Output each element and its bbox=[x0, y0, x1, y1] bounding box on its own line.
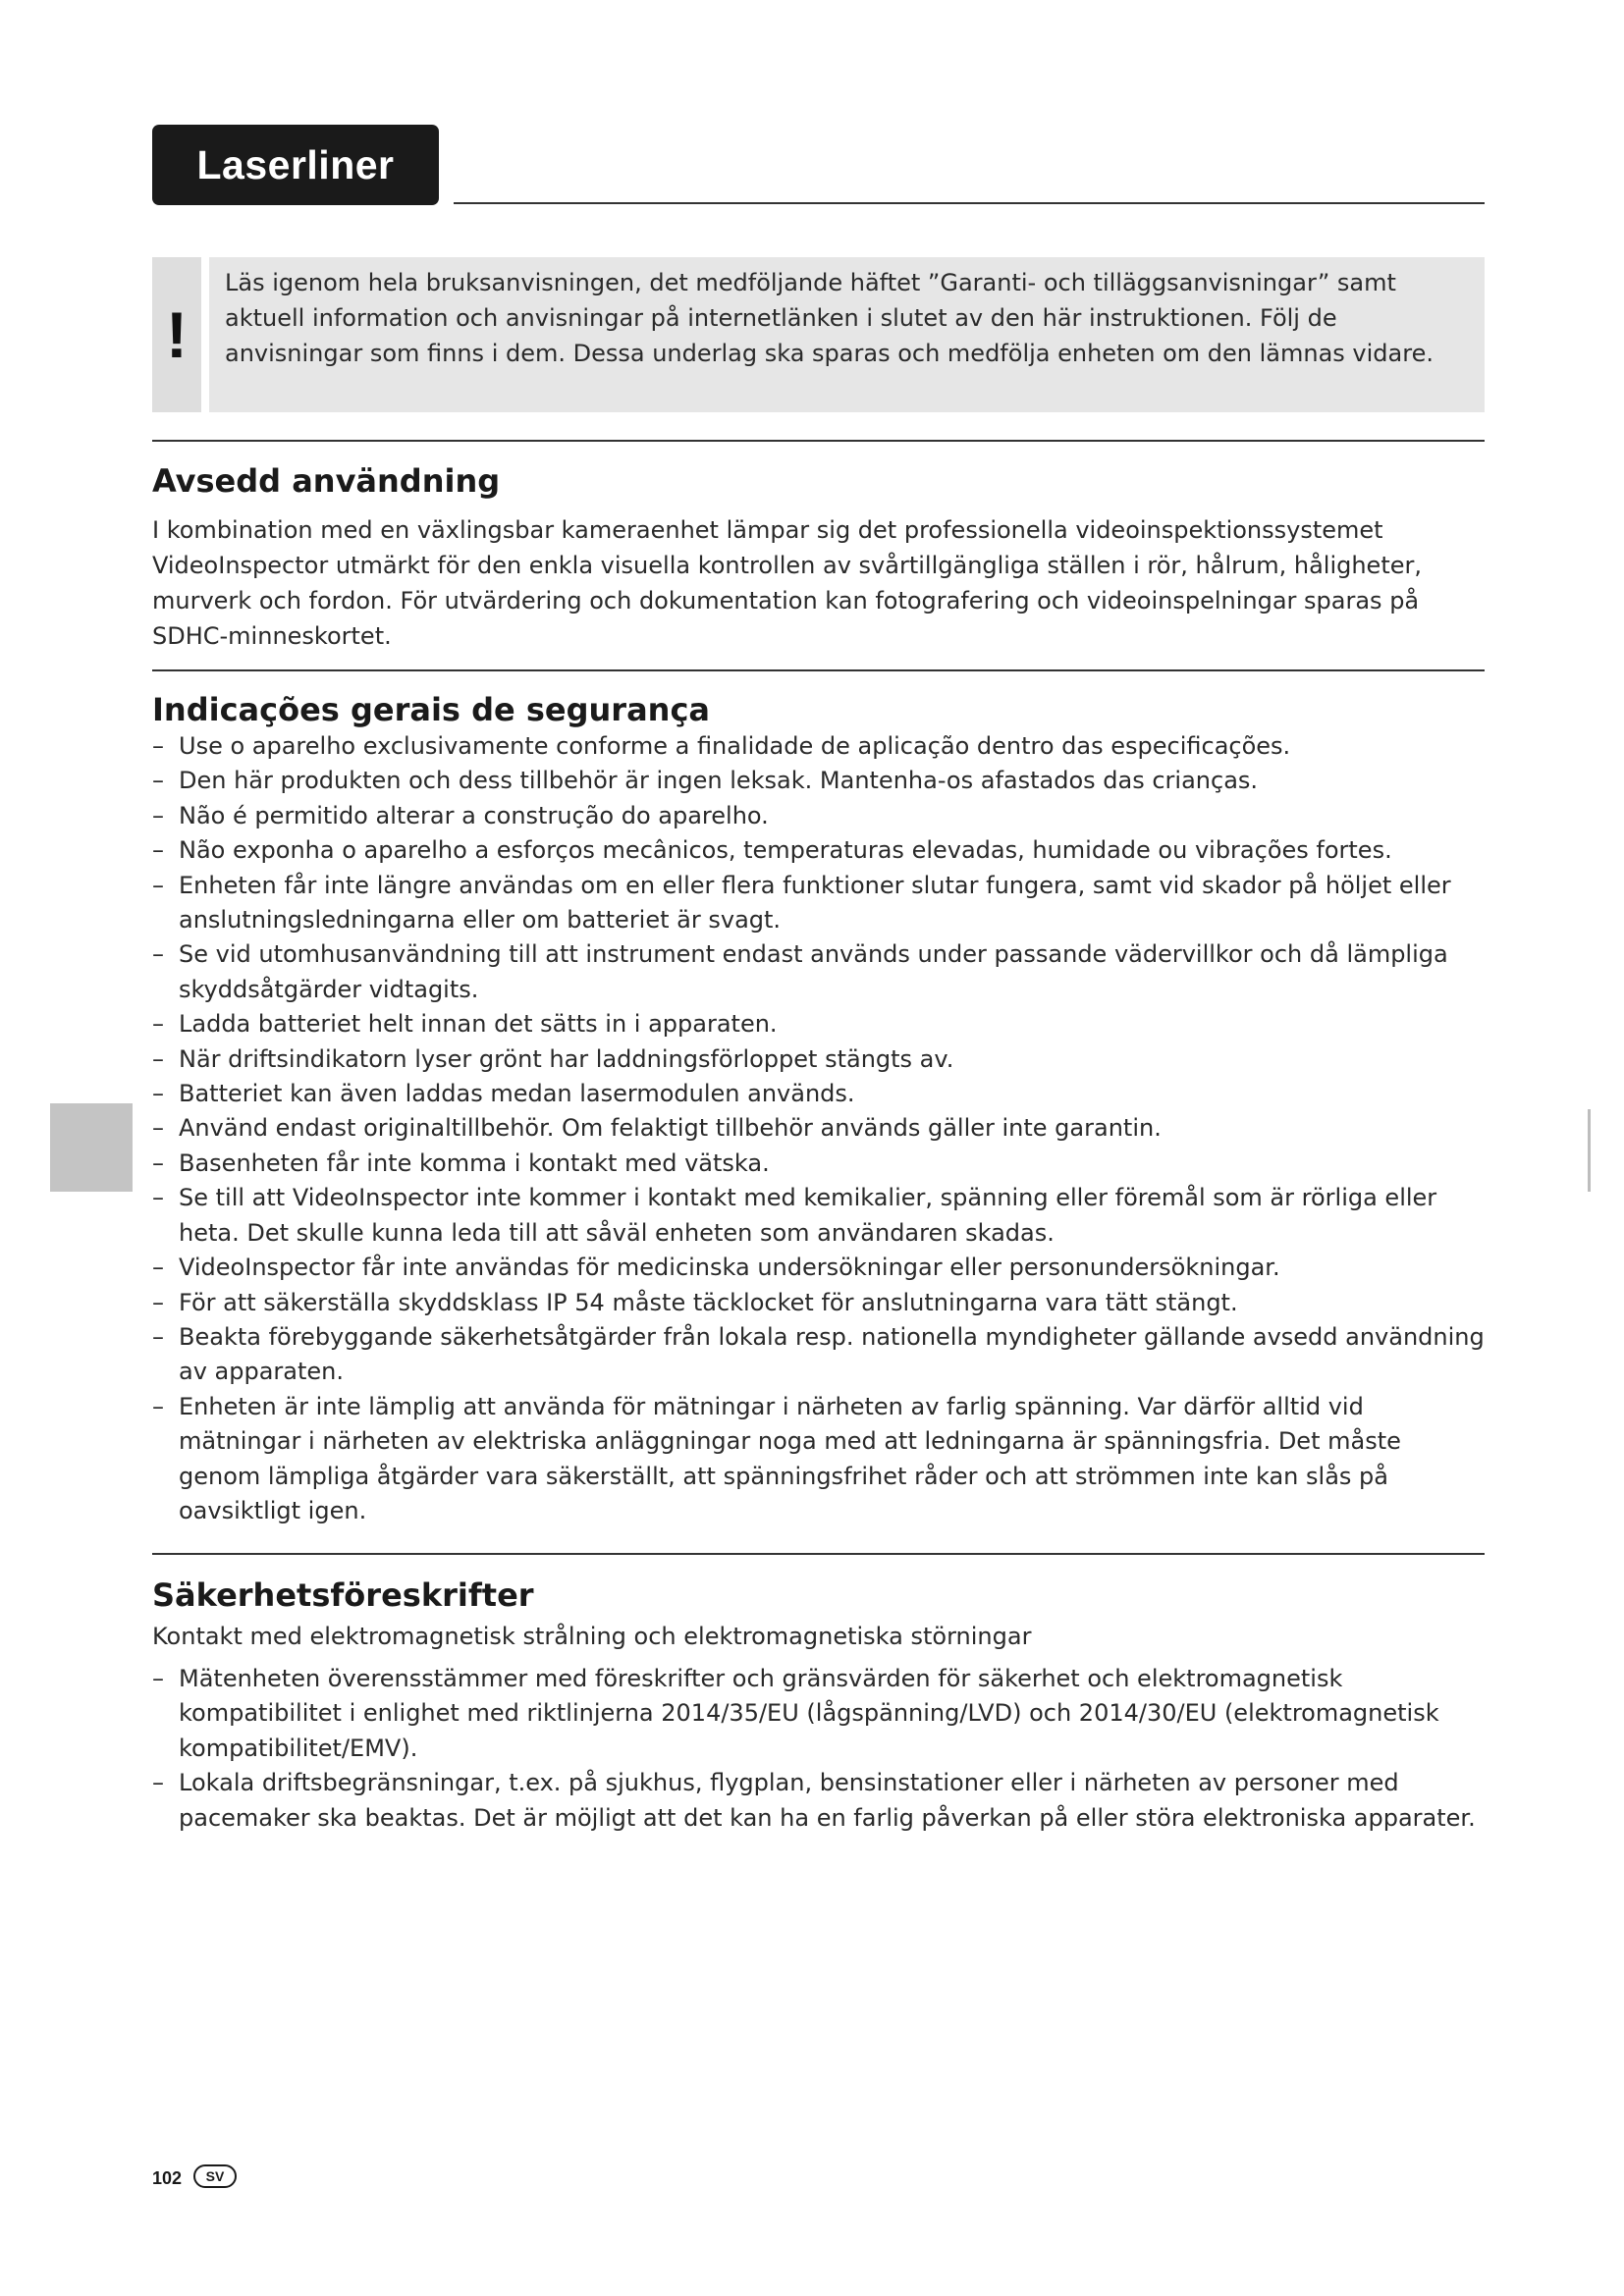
list-dash: – bbox=[152, 1322, 164, 1351]
list-item-text: Den här produkten och dess tillbehör är ingen leksak. Mantenha-os afastados das crianças. bbox=[179, 767, 1259, 795]
list-item bbox=[152, 1147, 1485, 1181]
list-dash: – bbox=[152, 1769, 164, 1797]
list-item-text: Beakta förebyggande säkerhetsåtgärder från lokala resp. nationella myndigheter gällande avsedd användning av apparaten. bbox=[179, 1322, 1485, 1386]
notice-box: Läs igenom hela bruksanvisningen, det medföljande häftet ”Garanti- och tilläggsanvisningar” samt aktuell information och anvisningar på internetlänken i slutet av den här instruktionen. Följ de anvisningar som finns i dem. Dessa underlag ska sparas och medfölja enheten om den lämnas vidare. bbox=[209, 257, 1485, 412]
list-item-text: Use o aparelho exclusivamente conforme a finalidade de aplicação dentro das especificações. bbox=[179, 732, 1291, 760]
list-dash: – bbox=[152, 1392, 164, 1420]
list-item-text: Enheten får inte längre användas om en eller flera funktioner slutar fungera, samt vid skador på höljet eller anslutningsledningarna eller om batteriet är svagt. bbox=[179, 871, 1451, 934]
safety-heading: Indicações gerais de segurança bbox=[152, 691, 711, 728]
list-item bbox=[152, 1111, 1485, 1146]
list-item bbox=[152, 764, 1485, 798]
list-item bbox=[152, 1007, 1485, 1041]
list-item-text: Não exponha o aparelho a esforços mecânicos, temperaturas elevadas, humidade ou vibrações fortes. bbox=[179, 836, 1392, 865]
list-item-text: VideoInspector får inte användas för medicinska undersökningar eller personundersökningar. bbox=[179, 1254, 1280, 1282]
list-dash: – bbox=[152, 836, 164, 865]
list-item bbox=[152, 937, 1485, 1007]
list-dash: – bbox=[152, 801, 164, 829]
section-divider bbox=[152, 440, 1485, 442]
list-item bbox=[152, 1251, 1485, 1285]
list-item bbox=[152, 1662, 1485, 1766]
list-item-text: Mätenheten överensstämmer med föreskrifter och gränsvärden för säkerhet och elektromagnetisk kompatibilitet i enlighet med riktlinjerna 2014/35/EU (lågspänning/LVD) och 2014/30/EU (elektromagnetisk kompatibilitet/EMV). bbox=[179, 1665, 1439, 1762]
intended-use-text: I kombination med en växlingsbar kameraenhet lämpar sig det professionella videoinspektionssystemet VideoInspector utmärkt för den enkla visuella kontrollen av svårtillgängliga ställen i rör, hålrum, håligheter, murverk och fordon. För utvärdering och dokumentation kan fotografering och videoinspelningar sparas på SDHC-minneskortet. bbox=[152, 516, 1422, 650]
list-dash: – bbox=[152, 1288, 164, 1316]
list-item-text: Enheten är inte lämplig att använda för mätningar i närheten av farlig spänning. Var därför alltid vid mätningar i närheten av elektriska anläggningar noga med att ledningarna är spänningsfria. Det måste genom lämpliga åtgärder vara säkerställt, att spänningsfrihet råder och att strömmen inte kan slås på oavsiktligt igen. bbox=[179, 1392, 1401, 1524]
page-number: 102 bbox=[152, 2168, 183, 2188]
list-item-text: När driftsindikatorn lyser grönt har laddningsförloppet stängts av. bbox=[179, 1044, 954, 1073]
laserliner-logo: Laserliner bbox=[152, 125, 439, 205]
list-item bbox=[152, 869, 1485, 938]
language-badge: SV bbox=[193, 2164, 237, 2188]
list-dash: – bbox=[152, 1665, 164, 1692]
regulations-list bbox=[152, 1662, 1485, 1836]
list-dash: – bbox=[152, 1254, 164, 1282]
section-divider bbox=[152, 669, 1485, 671]
side-margin-line bbox=[1588, 1109, 1591, 1192]
list-dash: – bbox=[152, 871, 164, 899]
list-dash: – bbox=[152, 1148, 164, 1177]
header-divider bbox=[454, 202, 1485, 204]
intended-use-heading: Avsedd användning bbox=[152, 462, 501, 500]
list-dash: – bbox=[152, 767, 164, 795]
list-item bbox=[152, 1766, 1485, 1836]
list-item-text: För att säkerställa skyddsklass IP 54 måste täcklocket för anslutningarna vara tätt stängt. bbox=[179, 1288, 1238, 1316]
list-item-text: Ladda batteriet helt innan det sätts in i apparaten. bbox=[179, 1010, 778, 1039]
list-item bbox=[152, 1320, 1485, 1390]
side-tab-marker bbox=[50, 1103, 133, 1192]
regulations-heading: Säkerhetsföreskrifter bbox=[152, 1576, 534, 1614]
list-item bbox=[152, 729, 1485, 764]
list-item bbox=[152, 1077, 1485, 1111]
list-item-text: Använd endast originaltillbehör. Om felaktigt tillbehör används gäller inte garantin. bbox=[179, 1114, 1162, 1143]
list-item-text: Não é permitido alterar a construção do aparelho. bbox=[179, 801, 769, 829]
list-item-text: Se vid utomhusanvändning till att instrument endast används under passande vädervillkor och då lämpliga skyddsåtgärder vidtagits. bbox=[179, 940, 1448, 1003]
list-item bbox=[152, 1286, 1485, 1320]
regulations-subheading: Kontakt med elektromagnetisk strålning och elektromagnetiska störningar bbox=[152, 1623, 1032, 1650]
list-dash: – bbox=[152, 1044, 164, 1073]
list-item bbox=[152, 799, 1485, 833]
list-dash: – bbox=[152, 1184, 164, 1212]
list-dash: – bbox=[152, 940, 164, 969]
warning-exclamation-icon: ! bbox=[152, 257, 201, 412]
list-item bbox=[152, 1042, 1485, 1077]
list-item bbox=[152, 833, 1485, 868]
list-dash: – bbox=[152, 1114, 164, 1143]
safety-list bbox=[152, 729, 1485, 1528]
list-item bbox=[152, 1181, 1485, 1251]
list-item-text: Batteriet kan även laddas medan lasermodulen används. bbox=[179, 1080, 855, 1108]
list-dash: – bbox=[152, 1080, 164, 1108]
list-item-text: Lokala driftsbegränsningar, t.ex. på sjukhus, flygplan, bensinstationer eller i närheten av personer med pacemaker ska beaktas. Det är möjligt att det kan ha en farlig påverkan på eller störa elektroniska apparater. bbox=[179, 1769, 1476, 1832]
list-dash: – bbox=[152, 732, 164, 760]
list-item bbox=[152, 1390, 1485, 1529]
list-item-text: Se till att VideoInspector inte kommer i kontakt med kemikalier, spänning eller föremål som är rörliga eller heta. Det skulle kunna leda till att såväl enheten som användaren skadas. bbox=[179, 1184, 1437, 1247]
list-dash: – bbox=[152, 1010, 164, 1039]
list-item-text: Basenheten får inte komma i kontakt med vätska. bbox=[179, 1148, 770, 1177]
section-divider bbox=[152, 1553, 1485, 1555]
